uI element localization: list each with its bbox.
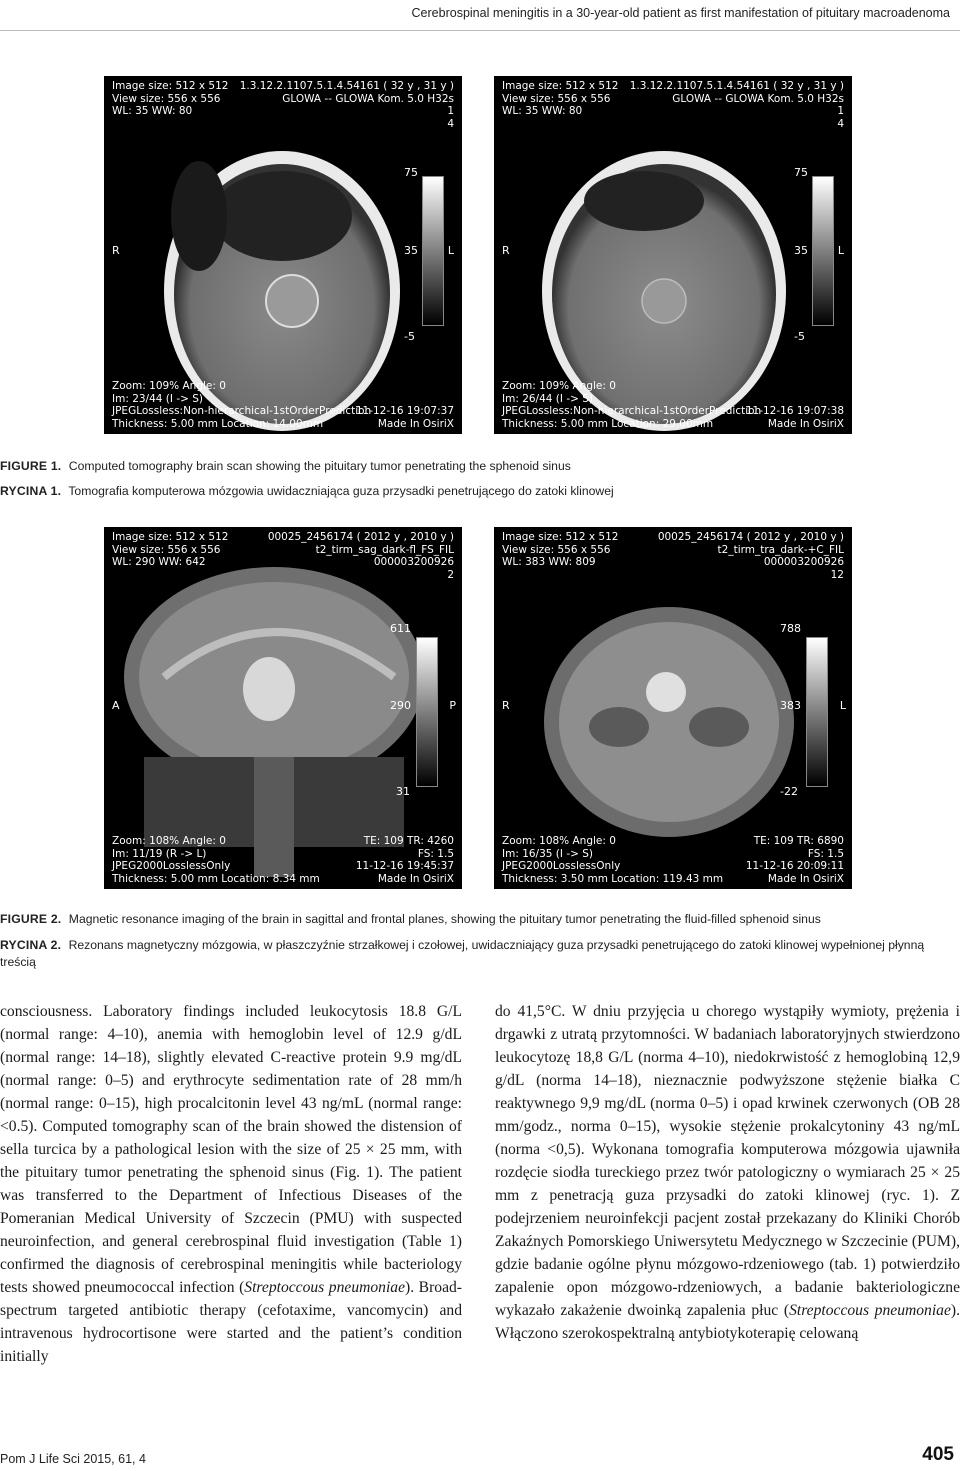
organism-name: Streptoccous pneumoniae xyxy=(789,1302,951,1319)
ct-header-right: 1.3.12.2.1107.5.1.4.54161 ( 32 y , 31 y ) GLOWA -- GLOWA Kom. 5.0 H32s 1 4 xyxy=(239,80,454,130)
ct-footer-right: 11-12-16 19:07:37 Made In OsiriX xyxy=(355,405,454,430)
scale-mid-label: 383 xyxy=(780,699,801,712)
scale-bottom-label: -5 xyxy=(404,330,415,343)
ct-scan-panel-left xyxy=(104,76,462,434)
orientation-left: R xyxy=(502,699,510,712)
mri-footer-left: Zoom: 108% Angle: 0 Im: 16/35 (I -> S) JPEG2000LosslessOnly Thickness: 3.50 mm Location: 119.43 mm xyxy=(502,835,724,885)
figure-1-caption xyxy=(0,458,960,475)
ct-header-left: Image size: 512 x 512 View size: 556 x 556 WL: 35 WW: 80 xyxy=(112,80,229,117)
organism-name: Streptoccous pneumoniae xyxy=(244,1279,406,1296)
mri-header-left: Image size: 512 x 512 View size: 556 x 556 WL: 290 WW: 642 xyxy=(112,531,229,568)
figure-1-caption-pl-text: Tomografia komputerowa mózgowia uwidaczniająca guza przysadki penetrującego do zatoki klinowej xyxy=(68,484,614,498)
figure-2-caption xyxy=(0,911,960,928)
scale-mid-label: 35 xyxy=(404,244,418,257)
figure-2-label-pl: RYCINA 2. xyxy=(0,938,62,952)
figure-2-caption-pl-text: Rezonans magnetyczny mózgowia, w płaszczyźnie strzałkowej i czołowej, uwidaczniający guza przysadki penetrującego do zatoki klinowej wypełnionej płynną treścią xyxy=(0,938,925,969)
grayscale-bar xyxy=(422,176,444,326)
body-column-polish xyxy=(495,1000,960,1345)
figure-2-caption-pl xyxy=(0,937,960,971)
orientation-right: L xyxy=(839,699,846,712)
scale-bottom-label: -5 xyxy=(794,330,805,343)
scale-top-label: 75 xyxy=(794,166,808,179)
scale-bottom-label: 31 xyxy=(396,785,410,798)
figure-1-label-pl: RYCINA 1. xyxy=(0,484,62,498)
mri-axial-panel xyxy=(494,527,852,889)
figure-1-label: FIGURE 1. xyxy=(0,459,62,473)
body-paragraph xyxy=(0,1000,462,1368)
running-head: Cerebrospinal meningitis in a 30-year-old patient as first manifestation of pituitary macroadenoma xyxy=(411,6,950,20)
orientation-left: R xyxy=(502,244,510,257)
scale-mid-label: 290 xyxy=(390,699,411,712)
scale-bottom-label: -22 xyxy=(780,785,798,798)
mri-header-right: 00025_2456174 ( 2012 y , 2010 y ) t2_tirm_tra_dark-+C_FIL 000003200926 12 xyxy=(657,531,844,581)
orientation-right: P xyxy=(449,699,456,712)
mri-footer-right: TE: 109 TR: 6890 FS: 1.5 11-12-16 20:09:11 Made In OsiriX xyxy=(745,835,844,885)
figure-2-caption-text: Magnetic resonance imaging of the brain in sagittal and frontal planes, showing the pituitary tumor penetrating the fluid-filled sphenoid sinus xyxy=(68,912,821,926)
mri-footer-left: Zoom: 108% Angle: 0 Im: 11/19 (R -> L) JPEG2000LosslessOnly Thickness: 5.00 mm Location: 8.34 mm xyxy=(112,835,320,885)
orientation-right: L xyxy=(837,244,844,257)
grayscale-bar xyxy=(812,176,834,326)
body-text: ). Włączono szerokospektralną antybiotykoterapię celowaną xyxy=(495,1302,960,1342)
scale-mid-label: 35 xyxy=(794,244,808,257)
body-text: do 41,5°C. W dniu przyjęcia u chorego wystąpiły wymioty, prężenia i drgawki z utratą przytomności. W badaniach laboratoryjnych stwierdzono leukocytozę 18,8 G/L (norma 4–10), niedokrwistość z hemoglobiną 12,9 g/dL (norma 14–18), nieznacznie podwyższone stężenie białka C reaktywnego 9,9 mg/dL (norma 0–5) i opad krwinek czerwonych (OB 28 mm/godz., norma 0–15), wysokie stężenie prokalcytoniny 43 ng/mL (norma <0,5). Wykonana tomografia komputerowa mózgowia ujawniła rozdęcie siodła tureckiego przez twór patologiczny o wymiarach 25 × 25 mm z penetracją guza przysadki do zatoki klinowej (ryc. 1). Z podejrzeniem neuroinfekcji pacjent został przekazany do Kliniki Chorób Zakaźnych Pomorskiego Uniwersytetu Medycznego w Szczecinie (PUM), gdzie badanie ogólne płynu mózgowo-rdzeniowego (tab. 1) potwierdziło zapalenie opon mózgowo-rdzeniowych, a badanie bakteriologiczne wykazało zakażenie dwoinką zapalenia płuc ( xyxy=(495,1003,960,1319)
figure-2-label: FIGURE 2. xyxy=(0,912,62,926)
body-text: ). Broad-spectrum targeted antibiotic therapy (cefotaxime, vancomycin) and intravenous hydrocortisone were started and the patient’s condition initially xyxy=(0,1279,462,1365)
body-text: consciousness. Laboratory findings included leukocytosis 18.8 G/L (normal range: 4–10), anemia with hemoglobin level of 12.9 g/dL (normal range: 14–18), slightly elevated C-reactive protein 9.9 mg/dL (normal range: 0–5) and erythrocyte sedimentation rate of 28 mm/h (normal range: 0–15), high procalcitonin level 43 ng/mL (normal range: <0.5). Computed tomography scan of the brain showed the distension of sella turcica by a pathological lesion with the size of 25 × 25 mm, with the pituitary tumor penetrating the sphenoid sinus (Fig. 1). The patient was transferred to the Department of Infectious Diseases of the Pomeranian Medical University of Szczecin (PMU) with suspected neuroinfection, and general cerebrospinal fluid investigation (Table 1) confirmed the diagnosis of cerebrospinal meningitis while bacteriology tests showed pneumococcal infection ( xyxy=(0,1003,462,1296)
orientation-left: R xyxy=(112,244,120,257)
page-number: 405 xyxy=(922,1444,954,1465)
mri-header-left: Image size: 512 x 512 View size: 556 x 556 WL: 383 WW: 809 xyxy=(502,531,619,568)
mri-header-right: 00025_2456174 ( 2012 y , 2010 y ) t2_tirm_sag_dark-fl_FS_FIL 000003200926 2 xyxy=(267,531,454,581)
figure-1-caption-text: Computed tomography brain scan showing the pituitary tumor penetrating the sphenoid sinus xyxy=(68,459,571,473)
ct-header-left: Image size: 512 x 512 View size: 556 x 556 WL: 35 WW: 80 xyxy=(502,80,619,117)
ct-footer-left: Zoom: 109% Angle: 0 Im: 23/44 (I -> S) JPEGLossless:Non-hierarchical-1stOrderPrediction Thickness: 5.00 mm Location: 14.00mm xyxy=(112,380,372,430)
orientation-left: A xyxy=(112,699,120,712)
journal-citation: Pom J Life Sci 2015, 61, 4 xyxy=(0,1452,146,1466)
mri-sagittal-panel xyxy=(104,527,462,889)
figure-1-caption-pl xyxy=(0,483,960,500)
mri-footer-right: TE: 109 TR: 4260 FS: 1.5 11-12-16 19:45:37 Made In OsiriX xyxy=(355,835,454,885)
ct-scan-panel-right xyxy=(494,76,852,434)
scale-top-label: 788 xyxy=(780,622,801,635)
grayscale-bar xyxy=(416,637,438,787)
header-rule xyxy=(0,30,960,31)
grayscale-bar xyxy=(806,637,828,787)
body-column-english xyxy=(0,1000,462,1368)
ct-footer-left: Zoom: 109% Angle: 0 Im: 26/44 (I -> S) JPEGLossless:Non-hierarchical-1stOrderPrediction Thickness: 5.00 mm Location: 29.00mm xyxy=(502,380,762,430)
ct-footer-right: 11-12-16 19:07:38 Made In OsiriX xyxy=(745,405,844,430)
body-paragraph xyxy=(495,1000,960,1345)
orientation-right: L xyxy=(447,244,454,257)
scale-top-label: 611 xyxy=(390,622,411,635)
scale-top-label: 75 xyxy=(404,166,418,179)
ct-header-right: 1.3.12.2.1107.5.1.4.54161 ( 32 y , 31 y ) GLOWA -- GLOWA Kom. 5.0 H32s 1 4 xyxy=(629,80,844,130)
